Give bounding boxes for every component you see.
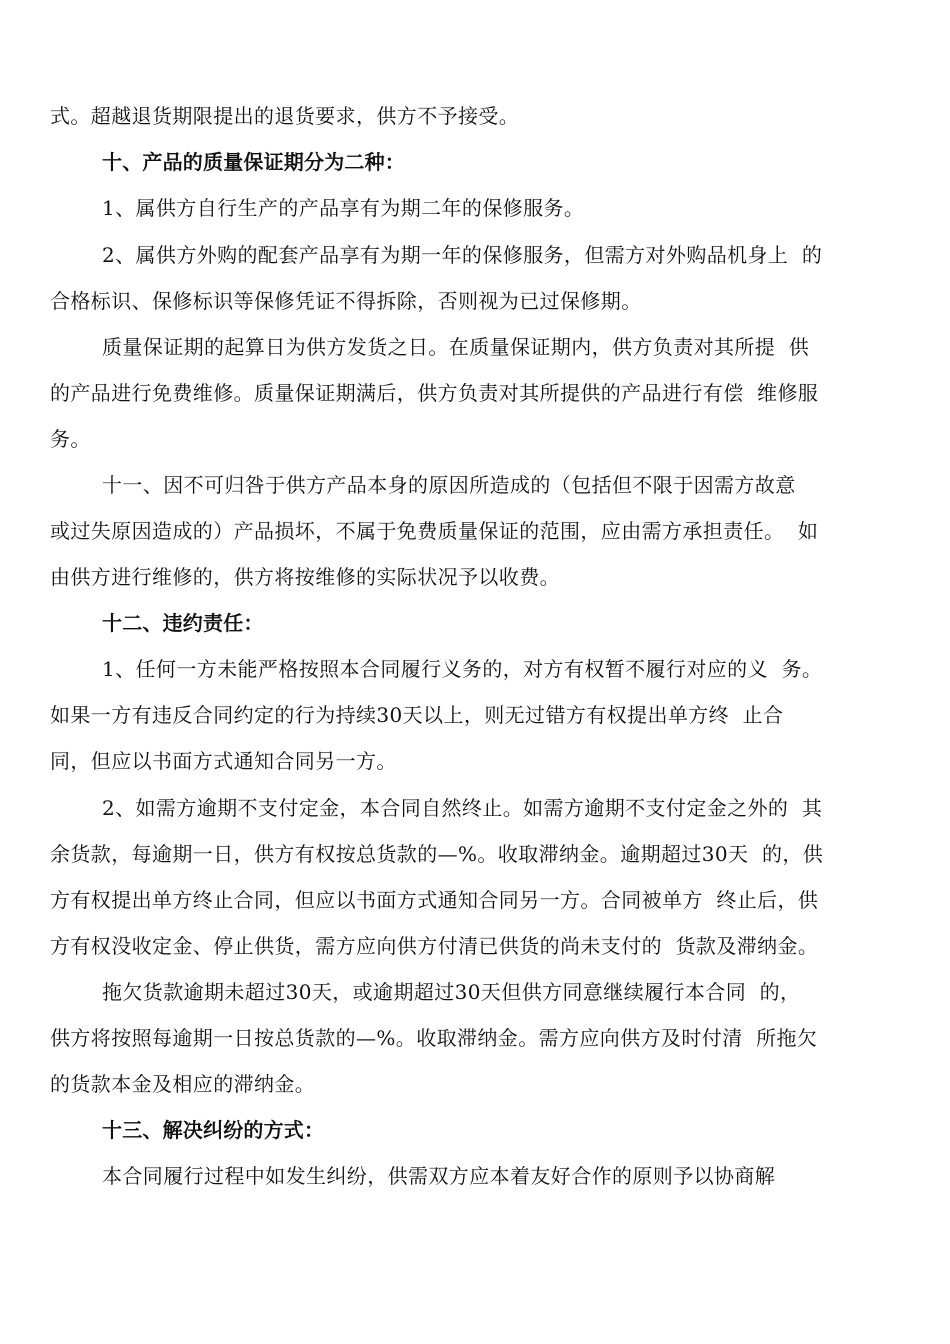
paragraph-line: 质量保证期的起算日为供方发货之日。在质量保证期内，供方负责对其所提 供: [102, 335, 810, 359]
paragraph-line: 1、属供方自行生产的产品享有为期二年的保修服务。: [102, 196, 585, 220]
section-heading-12: 十二、违约责任：: [102, 611, 264, 635]
paragraph-line: 1、任何一方未能严格按照本合同履行义务的，对方有权暂不履行对应的义 务。: [102, 657, 823, 681]
paragraph-line: 务。: [50, 427, 91, 451]
paragraph-line: 本合同履行过程中如发生纠纷，供需双方应本着友好合作的原则予以协商解: [102, 1164, 776, 1188]
paragraph-line: 2、属供方外购的配套产品享有为期一年的保修服务，但需方对外购品机身上 的: [102, 243, 823, 267]
paragraph-line: 的货款本金及相应的滞纳金。: [50, 1072, 316, 1096]
paragraph-line: 或过失原因造成的）产品损坏，不属于免费质量保证的范围，应由需方承担责任。 如: [50, 519, 819, 543]
paragraph-line: 2、如需方逾期不支付定金，本合同自然终止。如需方逾期不支付定金之外的 其: [102, 796, 823, 820]
paragraph-line: 式。超越退货期限提出的退货要求，供方不予接受。: [50, 104, 520, 128]
paragraph-line: 的产品进行免费维修。质量保证期满后，供方负责对其所提供的产品进行有偿 维修服: [50, 381, 819, 405]
paragraph-line: 由供方进行维修的，供方将按维修的实际状况予以收费。: [50, 565, 560, 589]
paragraph-line: 余货款，每逾期一日，供方有权按总货款的—%。收取滞纳金。逾期超过30天 的，供: [50, 842, 824, 866]
paragraph-line: 方有权提出单方终止合同，但应以书面方式通知合同另一方。合同被单方 终止后，供: [50, 888, 819, 912]
paragraph-line: 合格标识、保修标识等保修凭证不得拆除，否则视为已过保修期。: [50, 289, 642, 313]
paragraph-line: 拖欠货款逾期未超过30天，或逾期超过30天但供方同意继续履行本合同 的，: [102, 980, 801, 1004]
section-heading-13: 十三、解决纠纷的方式：: [102, 1118, 325, 1142]
paragraph-line: 如果一方有违反合同约定的行为持续30天以上，则无过错方有权提出单方终 止合: [50, 703, 784, 727]
paragraph-line: 方有权没收定金、停止供货，需方应向供方付清已供货的尚未支付的 货款及滞纳金。: [50, 934, 819, 958]
paragraph-line: 供方将按照每逾期一日按总货款的—%。收取滞纳金。需方应向供方及时付清 所拖欠: [50, 1026, 818, 1050]
paragraph-line: 同，但应以书面方式通知合同另一方。: [50, 749, 397, 773]
section-heading-11: 十一、因不可归咎于供方产品本身的原因所造成的（包括但不限于因需方故意: [102, 473, 796, 497]
section-heading-10: 十、产品的质量保证期分为二种：: [102, 150, 405, 174]
